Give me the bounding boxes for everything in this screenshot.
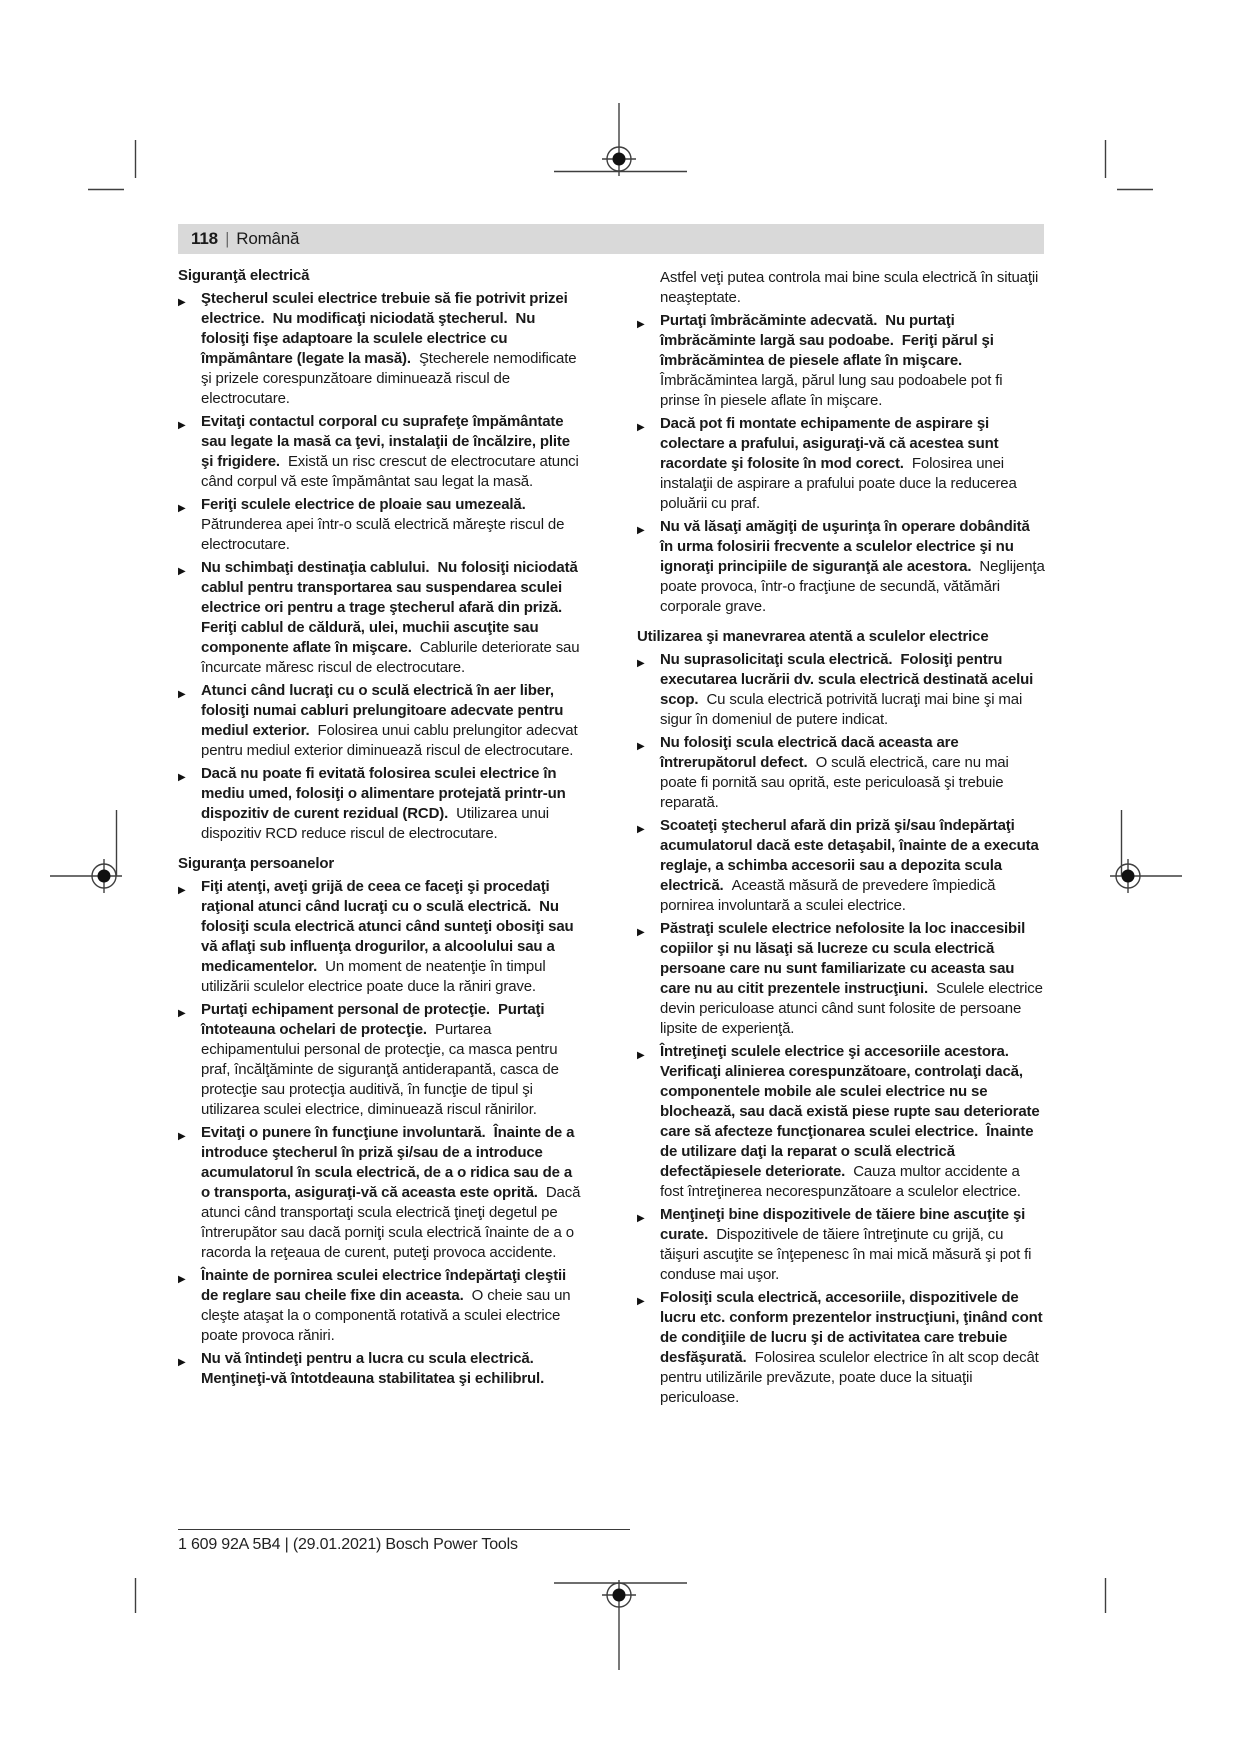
registration-mark-left-middle (50, 810, 122, 893)
safety-instruction (637, 414, 1046, 514)
safety-instruction (178, 877, 582, 997)
instruction-body-text: Cauza multor accidente a fost întreţinerea necorespunzătoare a sculelor electrice. (660, 1163, 1024, 1200)
bullet-triangle-icon: ▶ (178, 296, 186, 308)
instruction-body-text: Există un risc crescut de electrocutare atunci când corpul vă este împământat sau legat la masă. (201, 453, 583, 490)
instruction-body-text: O sculă electrică, care nu mai poate fi pornită sau oprită, este periculoasă şi trebuie reparată. (660, 754, 1013, 811)
safety-instruction (178, 764, 582, 844)
registration-mark-top-center (554, 103, 687, 176)
instruction-body-text: Ştecherele nemodificate şi prizele corespunzătoare diminuează riscul de electrocutare. (201, 350, 581, 407)
bullet-triangle-icon: ▶ (178, 565, 186, 577)
instruction-body-text: Purtarea echipamentului personal de protecţie, ca masca pentru praf, încălţăminte de siguranţă antiderapantă, casca de protecţie sau protecţia auditivă, în funcţie de tipul şi utilizarea sculei electrice, diminuează riscul rănirilor. (201, 1021, 563, 1118)
instruction-bold-text: Atunci când lucraţi cu o sculă electrică în aer liber, folosiţi numai cabluri prelungitoare adecvate pentru mediul exterior. (201, 682, 568, 739)
instruction-body-text: Folosirea unei instalaţii de aspirare a prafului poate duce la reducerea poluării cu praf. (660, 455, 1021, 512)
instruction-body-text: Neglijenţa poate provoca, într-o fracţiune de secundă, vătămări corporale grave. (660, 558, 1049, 615)
instruction-bold-text: Înainte de pornirea sculei electrice îndepărtaţi cleştii de reglare sau cheile fixe din aceasta. (201, 1267, 571, 1304)
instruction-body-text: Dacă atunci când transportaţi scula electrică ţineţi degetul pe întrerupător sau dacă porniţi scula electrică înainte de a o racorda la reţeaua de curent, puteţi provoca accidente. (201, 1184, 585, 1261)
instruction-bold-text: Dacă pot fi montate echipamente de aspirare şi colectare a prafului, asiguraţi-vă că acestea sunt racordate şi folosite în mod corect. (660, 415, 1003, 472)
bullet-triangle-icon: ▶ (637, 524, 645, 536)
instruction-bold-text: Folosiţi scula electrică, accesoriile, dispozitivele de lucru etc. conform prezentelor instrucţiuni, ţinând cont de condiţiile de lucru şi de activitatea care trebuie desfăşurată. (660, 1289, 1047, 1366)
bullet-triangle-icon: ▶ (637, 1295, 645, 1307)
safety-instruction (178, 289, 582, 409)
bullet-triangle-icon: ▶ (637, 657, 645, 669)
instruction-body-text: Sculele electrice devin periculoase atunci când sunt folosite de persoane lipsite de experienţă. (660, 980, 1047, 1037)
header-language: Română (236, 229, 300, 248)
instruction-bold-text: Evitaţi contactul corporal cu suprafeţe împământate sau legate la masă ca ţevi, instalaţii de încălzire, plite şi frigidere. (201, 413, 574, 470)
continuation-paragraph (637, 268, 1046, 308)
footer-rule (178, 1529, 630, 1530)
instruction-body-text: Un moment de neatenţie în timpul utilizării sculelor electrice poate duce la răniri grave. (201, 958, 550, 995)
right-column (637, 266, 1049, 1411)
crop-mark-top-left (88, 140, 136, 190)
instruction-bold-text: Fiţi atenţi, aveţi grijă de ceea ce faceţi şi procedaţi raţional atunci când lucraţi cu o sculă electrică. Nu folosiţi scula electrică atunci când sunteţi obosiţi sau vă aflaţi sub influenţa drogurilor, a alcoolului sau a medicamentelor. (201, 878, 578, 975)
bullet-triangle-icon: ▶ (637, 318, 645, 330)
instruction-body-text: O cheie sau un cleşte ataşat la o componentă rotativă a sculei electrice poate provoca răniri. (201, 1287, 575, 1344)
bullet-triangle-icon: ▶ (178, 1273, 186, 1285)
instruction-body-text: Pătrunderea apei într-o sculă electrică măreşte riscul de electrocutare. (201, 516, 569, 553)
bullet-triangle-icon: ▶ (178, 884, 186, 896)
safety-instruction (178, 681, 582, 761)
section-heading: Siguranţă electrică (178, 267, 310, 284)
bullet-triangle-icon: ▶ (637, 823, 645, 835)
header-separator: | (225, 229, 229, 248)
instruction-bold-text: Scoateţi ştecherul afară din priză şi/sau îndepărtaţi acumulatorul dacă este detaşabil, înainte de a executa reglaje, a schimba accesorii sau a depozita scula electrică. (660, 817, 1043, 894)
instruction-bold-text: Menţineţi bine dispozitivele de tăiere bine ascuţite şi curate. (660, 1206, 1030, 1243)
instruction-bold-text: Evitaţi o punere în funcţiune involuntară. Înainte de a introduce ştecherul în priză şi/sau de a introduce acumulatorul în scula electrică, de a o ridica sau de a o transporta, asiguraţi-vă că aceasta este oprită. (201, 1124, 579, 1201)
safety-instruction (637, 1042, 1046, 1202)
instruction-bold-text: Păstraţi sculele electrice nefolosite la loc inaccesibil copiilor şi nu lăsaţi să lucreze cu scula electrică persoane care nu sunt familiarizate cu aceasta sau care nu au citit prezentele instrucţiuni. (660, 920, 1030, 997)
instruction-bold-text: Purtaţi echipament personal de protecţie. Purtaţi întoteauna ochelari de protecţie. (201, 1001, 549, 1038)
bullet-triangle-icon: ▶ (178, 1130, 186, 1142)
bullet-triangle-icon: ▶ (637, 740, 645, 752)
instruction-bold-text: Dacă nu poate fi evitată folosirea sculei electrice în mediu umed, folosiţi o alimentare protejată printr-un dispozitiv de curent rezidual (RCD). (201, 765, 570, 822)
safety-instruction (637, 1205, 1046, 1285)
registration-mark-bottom-center (554, 1580, 687, 1670)
instruction-bold-text: Ştecherul sculei electrice trebuie să fie potrivit prizei electrice. Nu modificaţi niciodată ştecherul. Nu folosiţi fişe adaptoare la sculele electrice cu împământare (legate la masă). (201, 290, 572, 367)
section-heading: Siguranţa persoanelor (178, 855, 335, 872)
instruction-bold-text: Nu folosiţi scula electrică dacă aceasta are întrerupătorul defect. (660, 734, 963, 771)
safety-instruction (637, 919, 1046, 1039)
instruction-bold-text: Nu vă întindeţi pentru a lucra cu scula electrică. Menţineţi-vă întotdeauna stabilitatea şi echilibrul. (201, 1350, 545, 1387)
bullet-triangle-icon: ▶ (178, 1356, 186, 1368)
section-heading: Utilizarea şi manevrarea atentă a sculelor electrice (637, 628, 989, 645)
bullet-triangle-icon: ▶ (637, 926, 645, 938)
safety-instruction (178, 558, 582, 678)
bullet-triangle-icon: ▶ (178, 688, 186, 700)
instruction-bold-text: Nu schimbaţi destinaţia cablului. Nu folosiţi niciodată cablul pentru transportarea sau suspendarea sculei electrice ori pentru a trage ştecherul afară din priză. Feriţi cablul de căldură, ulei, muchii ascuţite sau componente aflate în mişcare. (201, 559, 582, 656)
bullet-triangle-icon: ▶ (637, 1049, 645, 1061)
bullet-triangle-icon: ▶ (637, 1212, 645, 1224)
bullet-triangle-icon: ▶ (178, 1007, 186, 1019)
footer-text: 1 609 92A 5B4 | (29.01.2021) Bosch Power Tools (178, 1536, 518, 1553)
instruction-body-text: Cablurile deteriorate sau încurcate măresc riscul de electrocutare. (201, 639, 584, 676)
instruction-body-text: Folosirea unui cablu prelungitor adecvat pentru mediul exterior diminuează riscul de electrocutare. (201, 722, 582, 759)
bullet-triangle-icon: ▶ (178, 502, 186, 514)
safety-instruction (178, 1349, 582, 1389)
instruction-body-text: Îmbrăcămintea largă, părul lung sau podoabele pot fi prinse în piesele aflate în mişcare. (660, 372, 1007, 409)
instruction-body-text: Utilizarea unui dispozitiv RCD reduce riscul de electrocutare. (201, 805, 553, 842)
bullet-triangle-icon: ▶ (178, 771, 186, 783)
left-column (178, 266, 585, 1392)
instruction-body-text: Dispozitivele de tăiere întreţinute cu grijă, cu tăişuri ascuţite se înţepenesc în mai mică măsură şi pot fi conduse mai uşor. (660, 1226, 1036, 1283)
safety-instruction (178, 1000, 582, 1120)
safety-instruction (637, 816, 1046, 916)
page-number: 118 (191, 229, 218, 248)
safety-instruction (178, 1123, 585, 1263)
instruction-body-text: Cu scula electrică potrivită lucraţi mai bine şi mai sigur în domeniul de putere indicat. (660, 691, 1027, 728)
instruction-bold-text: Întreţineţi sculele electrice şi accesoriile acestora. Verificaţi alinierea corespunzătoare, controlaţi dacă, componentele mobile ale sculei electrice nu se blochează, sau dacă există piese rupte sau deteriorate care să afecteze funcţionarea sculei electrice. Înainte de utilizare daţi la reparat o sculă electrică defectăpiesele deteriorate. (660, 1043, 1044, 1180)
safety-instruction (637, 650, 1046, 730)
instruction-bold-text: Feriţi sculele electrice de ploaie sau umezeală. (201, 496, 534, 513)
instruction-bold-text: Purtaţi îmbrăcăminte adecvată. Nu purtaţi îmbrăcăminte largă sau podoabe. Feriţi părul şi îmbrăcămintea de piesele aflate în mişcare. (660, 312, 998, 369)
safety-instruction (178, 495, 582, 555)
instruction-bold-text: Nu vă lăsaţi amăgiţi de uşurinţa în operare dobândită în urma folosirii frecvente a sculelor electrice şi nu ignoraţi principiile de siguranţă ale acestora. (660, 518, 1034, 575)
safety-instruction (637, 1288, 1046, 1408)
instruction-body-text: Această măsură de prevedere împiedică pornirea involuntară a sculei electrice. (660, 877, 1000, 914)
safety-instruction (637, 733, 1046, 813)
page-header-bar (178, 224, 1044, 254)
safety-instruction (637, 517, 1049, 617)
crop-mark-top-right (1106, 140, 1154, 190)
instruction-body-text: Folosirea sculelor electrice în alt scop decât pentru utilizările prevăzute, poate duce la situaţii periculoase. (660, 1349, 1043, 1406)
bullet-triangle-icon: ▶ (178, 419, 186, 431)
safety-instruction (178, 412, 582, 492)
instruction-bold-text: Nu suprasolicitaţi scula electrică. Folosiţi pentru executarea lucrării dv. scula electrică destinată acelui scop. (660, 651, 1038, 708)
registration-mark-right-middle (1110, 810, 1182, 893)
safety-instruction (178, 1266, 582, 1346)
instruction-body-text: Astfel veţi putea controla mai bine scula electrică în situaţii neaşteptate. (660, 269, 1043, 306)
bullet-triangle-icon: ▶ (637, 421, 645, 433)
safety-instruction (637, 311, 1046, 411)
